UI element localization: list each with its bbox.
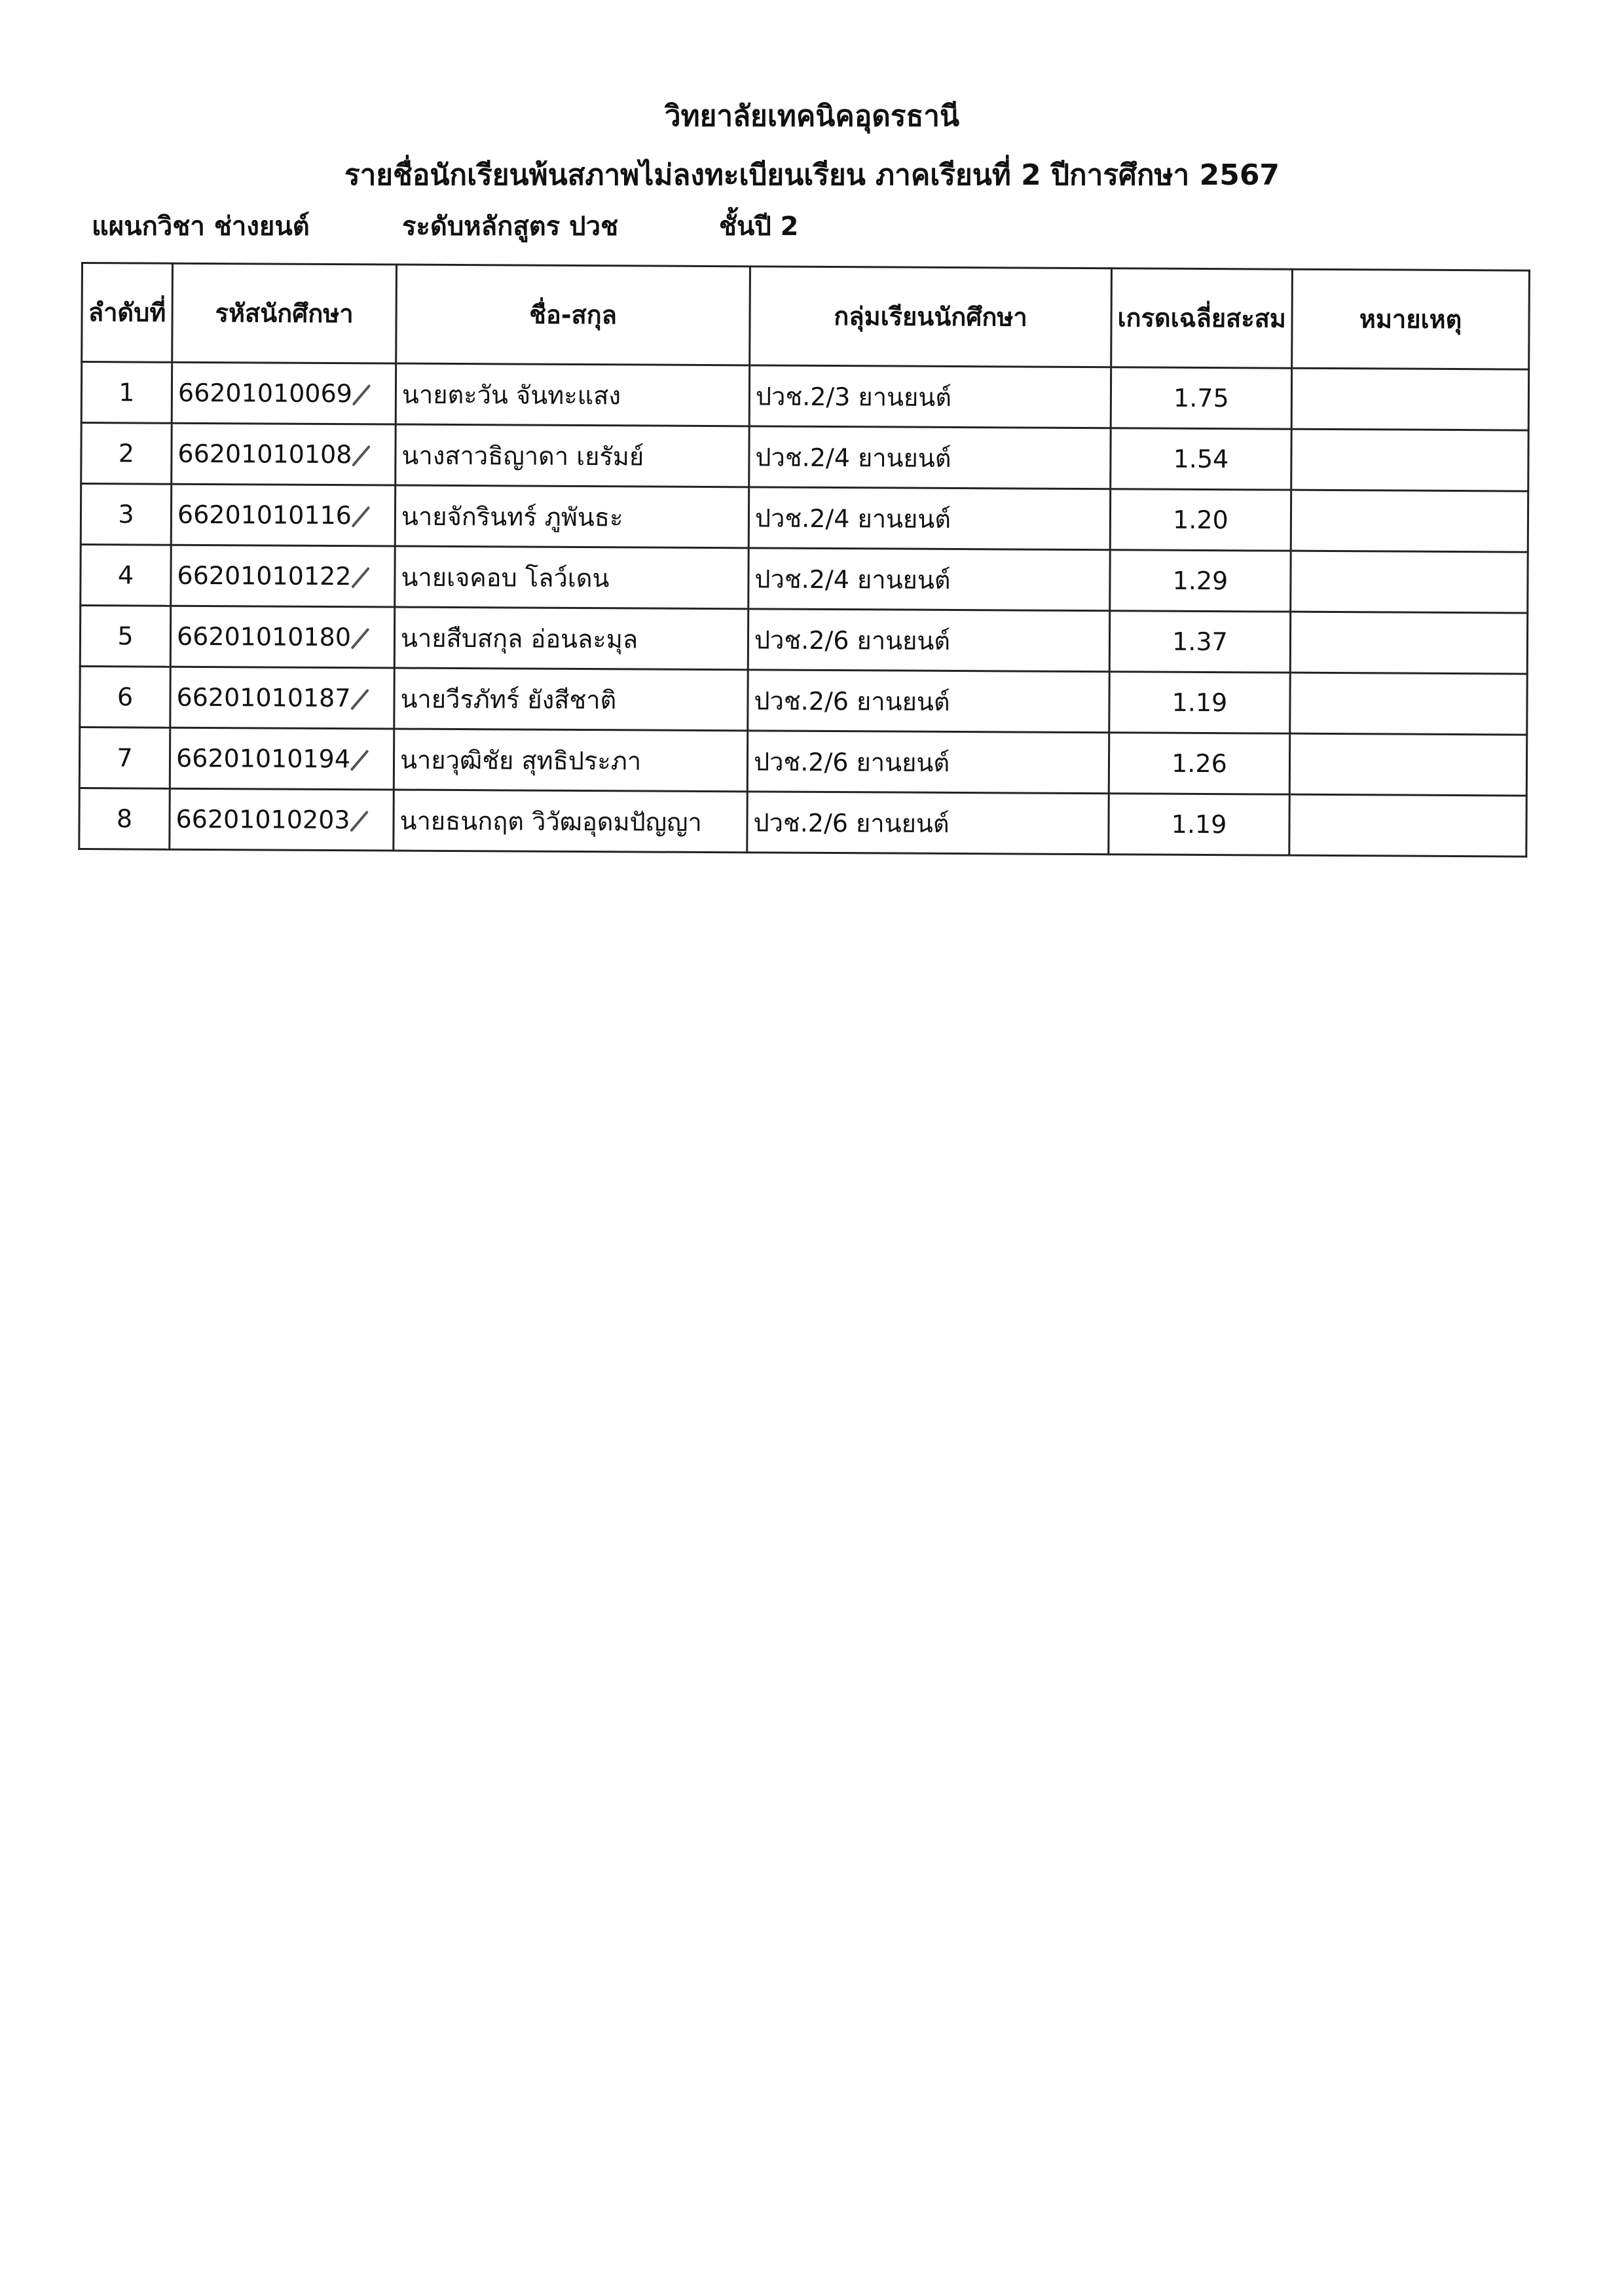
- check-mark-icon: [351, 567, 370, 589]
- column-header-student-id: รหัสนักศึกษา: [172, 263, 397, 363]
- college-name: วิทยาลัยเทคนิคอุดรธานี: [664, 100, 960, 133]
- check-mark-icon: [352, 445, 371, 467]
- student-name-cell: [394, 607, 748, 670]
- remark-cell: [1289, 733, 1526, 796]
- gpa-cell: [1110, 489, 1291, 551]
- gpa-cell: [1109, 672, 1290, 733]
- student-id-cell: [171, 545, 395, 607]
- student-name-cell-text: นายสืบสกุล อ่อนละมุล: [400, 623, 638, 654]
- table-row: [80, 606, 1527, 674]
- row-number: [80, 666, 170, 728]
- student-group-cell: [748, 670, 1109, 733]
- student-name-cell-text: นางสาวธิญาดา เยรัมย์: [401, 441, 644, 471]
- student-name-cell-text: นายจักรินทร์ ภูพันธะ: [401, 502, 623, 532]
- document-title: รายชื่อนักเรียนพ้นสภาพไม่ลงทะเบียนเรียน ภาคเรียนที่ 2 ปีการศึกษา 2567: [344, 158, 1280, 192]
- student-id-cell-text: 66201010069: [177, 378, 353, 408]
- student-name-cell-text: นายวีรภัทร์ ยังสีชาติ: [400, 684, 617, 714]
- table-row: [81, 423, 1528, 492]
- student-name-cell: [396, 363, 749, 426]
- student-id-cell-text: 66201010122: [177, 561, 352, 591]
- student-table: [78, 262, 1530, 858]
- check-mark-icon: [350, 689, 369, 710]
- student-name-cell: [394, 790, 747, 853]
- student-id-cell-text: 66201010194: [175, 743, 351, 773]
- gpa-cell-text: 1.75: [1173, 383, 1229, 413]
- student-group-cell: [747, 731, 1109, 794]
- student-group-cell: [748, 487, 1110, 550]
- student-id-cell: [170, 728, 394, 790]
- department-label: แผนกวิชา ช่างยนต์: [92, 212, 310, 242]
- table-row: [79, 727, 1526, 796]
- row-number-text: 7: [117, 743, 133, 773]
- row-number: [79, 727, 170, 788]
- table-row: [81, 484, 1528, 553]
- table-row: [80, 666, 1527, 735]
- student-name-cell-text: นายวุฒิชัย สุทธิประภา: [399, 745, 642, 775]
- check-mark-icon: [351, 506, 370, 528]
- row-number-text: 2: [118, 439, 135, 468]
- column-header-remark: หมายเหตุ: [1292, 269, 1530, 369]
- column-header-name: ชื่อ-สกุล: [396, 265, 750, 365]
- gpa-cell-text: 1.19: [1171, 809, 1227, 839]
- check-mark-icon: [350, 628, 369, 650]
- row-number: [81, 362, 172, 424]
- student-id-cell: [172, 423, 396, 485]
- row-number: [81, 484, 171, 545]
- student-group-cell: [748, 609, 1109, 672]
- student-group-cell: [749, 426, 1111, 489]
- student-group-cell-text: ปวช.2/3 ยานยนต์: [755, 381, 952, 412]
- gpa-cell-text: 1.26: [1172, 748, 1227, 779]
- gpa-cell-text: 1.29: [1172, 566, 1228, 596]
- gpa-cell-text: 1.19: [1172, 688, 1228, 718]
- row-number: [79, 788, 170, 849]
- student-group-cell-text: ปวช.2/6 ยานยนต์: [753, 746, 950, 777]
- table-header-row: [82, 263, 1530, 370]
- gpa-cell: [1109, 611, 1290, 672]
- document-subheader: [92, 208, 799, 245]
- program-level-label: ระดับหลักสูตร ปวช: [401, 212, 619, 242]
- student-id-cell-text: 66201010108: [177, 439, 352, 469]
- row-number: [81, 423, 172, 485]
- student-id-cell: [170, 606, 394, 668]
- student-name-cell: [394, 668, 748, 731]
- remark-cell: [1291, 368, 1528, 430]
- gpa-cell-text: 1.54: [1173, 444, 1229, 474]
- student-id-cell: [172, 362, 396, 424]
- student-name-cell: [395, 546, 748, 609]
- student-group-cell-text: ปวช.2/4 ยานยนต์: [754, 564, 951, 595]
- column-header-group: กลุ่มเรียนนักศึกษา: [750, 267, 1112, 367]
- remark-cell: [1291, 551, 1528, 613]
- student-name-cell: [396, 424, 749, 487]
- student-group-cell-text: ปวช.2/6 ยานยนต์: [753, 807, 950, 838]
- student-name-cell: [394, 729, 747, 792]
- student-name-cell-text: นายตะวัน จันทะแสง: [401, 380, 621, 410]
- gpa-cell: [1109, 733, 1289, 794]
- student-name-cell-text: นายธนกฤต วิวัฒอุดมปัญญา: [399, 806, 702, 837]
- year-level-label: ชั้นปี 2: [718, 212, 799, 242]
- row-number-text: 8: [116, 804, 133, 834]
- student-group-cell-text: ปวช.2/4 ยานยนต์: [755, 442, 951, 473]
- student-group-cell: [747, 792, 1109, 855]
- student-id-cell-text: 66201010203: [175, 804, 350, 834]
- table-row: [79, 788, 1526, 856]
- row-number: [80, 606, 170, 667]
- student-id-cell-text: 66201010116: [177, 500, 352, 530]
- column-header-no: ลำดับที่: [82, 263, 173, 363]
- table-row: [81, 545, 1528, 614]
- student-id-cell: [170, 667, 394, 729]
- student-group-cell-text: ปวช.2/6 ยานยนต์: [754, 625, 951, 655]
- student-name-cell: [395, 485, 748, 548]
- table-body: [79, 362, 1529, 857]
- student-id-cell: [170, 788, 394, 851]
- row-number: [81, 545, 171, 606]
- student-group-cell: [749, 365, 1111, 428]
- row-number-text: 4: [117, 561, 134, 590]
- remark-cell: [1291, 429, 1528, 491]
- remark-cell: [1290, 612, 1527, 674]
- check-mark-icon: [350, 811, 369, 832]
- gpa-cell: [1111, 367, 1291, 429]
- student-group-cell-text: ปวช.2/6 ยานยนต์: [754, 686, 950, 716]
- table-row: [81, 362, 1528, 431]
- student-id-cell-text: 66201010180: [176, 621, 352, 652]
- gpa-cell: [1111, 428, 1291, 490]
- student-id-cell: [171, 484, 395, 546]
- gpa-cell-text: 1.20: [1173, 505, 1228, 535]
- remark-cell: [1291, 490, 1528, 552]
- gpa-cell: [1109, 794, 1289, 855]
- student-group-cell: [748, 548, 1110, 611]
- check-mark-icon: [352, 384, 371, 406]
- row-number-text: 6: [117, 682, 134, 712]
- row-number-text: 5: [117, 621, 134, 651]
- column-header-gpa: เกรดเฉลี่ยสะสม: [1111, 268, 1293, 368]
- check-mark-icon: [350, 750, 369, 771]
- remark-cell: [1290, 672, 1527, 735]
- row-number-text: 3: [118, 500, 134, 529]
- gpa-cell: [1110, 550, 1291, 612]
- gpa-cell-text: 1.37: [1172, 627, 1228, 657]
- student-group-cell-text: ปวช.2/4 ยานยนต์: [754, 503, 951, 534]
- row-number-text: 1: [119, 378, 135, 407]
- student-id-cell-text: 66201010187: [176, 682, 351, 712]
- remark-cell: [1289, 794, 1526, 856]
- student-name-cell-text: นายเจคอบ โลว์เดน: [401, 562, 610, 593]
